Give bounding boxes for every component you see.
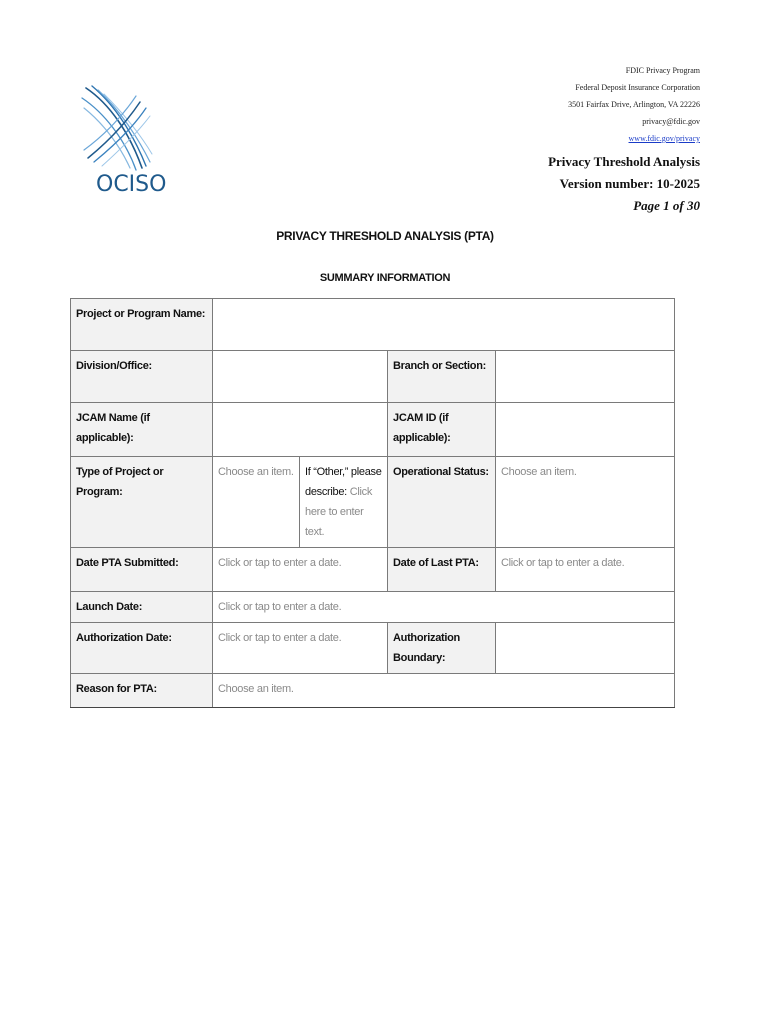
organization-name: Federal Deposit Insurance Corporation (575, 83, 700, 92)
logo-text: OCISO (96, 172, 167, 197)
branch-label: Branch or Section: (388, 351, 496, 403)
jcam-id-input[interactable] (496, 403, 675, 457)
main-title: PRIVACY THRESHOLD ANALYSIS (PTA) (276, 229, 494, 243)
other-describe-cell[interactable] (300, 457, 388, 548)
authorization-boundary-label: Authorization Boundary: (388, 623, 496, 674)
date-last-pta-picker[interactable]: Click or tap to enter a date. (496, 548, 675, 592)
table-row (71, 548, 675, 592)
contact-email: privacy@fdic.gov (642, 117, 700, 126)
page-number: Page 1 of 30 (633, 198, 700, 213)
authorization-date-label: Authorization Date: (71, 623, 213, 674)
project-name-input[interactable] (213, 299, 675, 351)
launch-date-picker[interactable]: Click or tap to enter a date. (213, 592, 675, 623)
table-row (71, 623, 675, 674)
table-row (71, 351, 675, 403)
division-label: Division/Office: (71, 351, 213, 403)
document-header (548, 62, 700, 217)
date-submitted-label: Date PTA Submitted: (71, 548, 213, 592)
operational-status-label: Operational Status: (388, 457, 496, 548)
project-name-label: Project or Program Name: (71, 299, 213, 351)
operational-status-dropdown[interactable]: Choose an item. (496, 457, 675, 548)
type-dropdown[interactable]: Choose an item. (213, 457, 300, 548)
table-row (71, 592, 675, 623)
privacy-url-link[interactable]: www.fdic.gov/privacy (628, 134, 700, 143)
date-submitted-picker[interactable]: Click or tap to enter a date. (213, 548, 388, 592)
table-row (71, 457, 675, 548)
document-title: Privacy Threshold Analysis (548, 154, 700, 169)
section-title: SUMMARY INFORMATION (319, 272, 451, 284)
reason-dropdown[interactable]: Choose an item. (213, 674, 675, 708)
branch-input[interactable] (496, 351, 675, 403)
authorization-boundary-input[interactable] (496, 623, 675, 674)
table-row (71, 299, 675, 351)
organization-address: 3501 Fairfax Drive, Arlington, VA 22226 (568, 100, 700, 109)
jcam-name-label: JCAM Name (if applicable): (71, 403, 213, 457)
authorization-date-picker[interactable]: Click or tap to enter a date. (213, 623, 388, 674)
jcam-name-input[interactable] (213, 403, 388, 457)
date-last-pta-label: Date of Last PTA: (388, 548, 496, 592)
program-name: FDIC Privacy Program (625, 66, 700, 75)
type-label: Type of Project or Program: (71, 457, 213, 548)
summary-information-table (70, 298, 675, 708)
launch-date-label: Launch Date: (71, 592, 213, 623)
other-describe-label: If “Other,” please describe: (305, 466, 382, 498)
table-row (71, 674, 675, 708)
other-describe-input[interactable]: Click here to enter text. (305, 486, 373, 538)
jcam-id-label: JCAM ID (if applicable): (388, 403, 496, 457)
document-version: Version number: 10-2025 (559, 176, 700, 191)
table-row (71, 403, 675, 457)
division-input[interactable] (213, 351, 388, 403)
reason-label: Reason for PTA: (71, 674, 213, 708)
